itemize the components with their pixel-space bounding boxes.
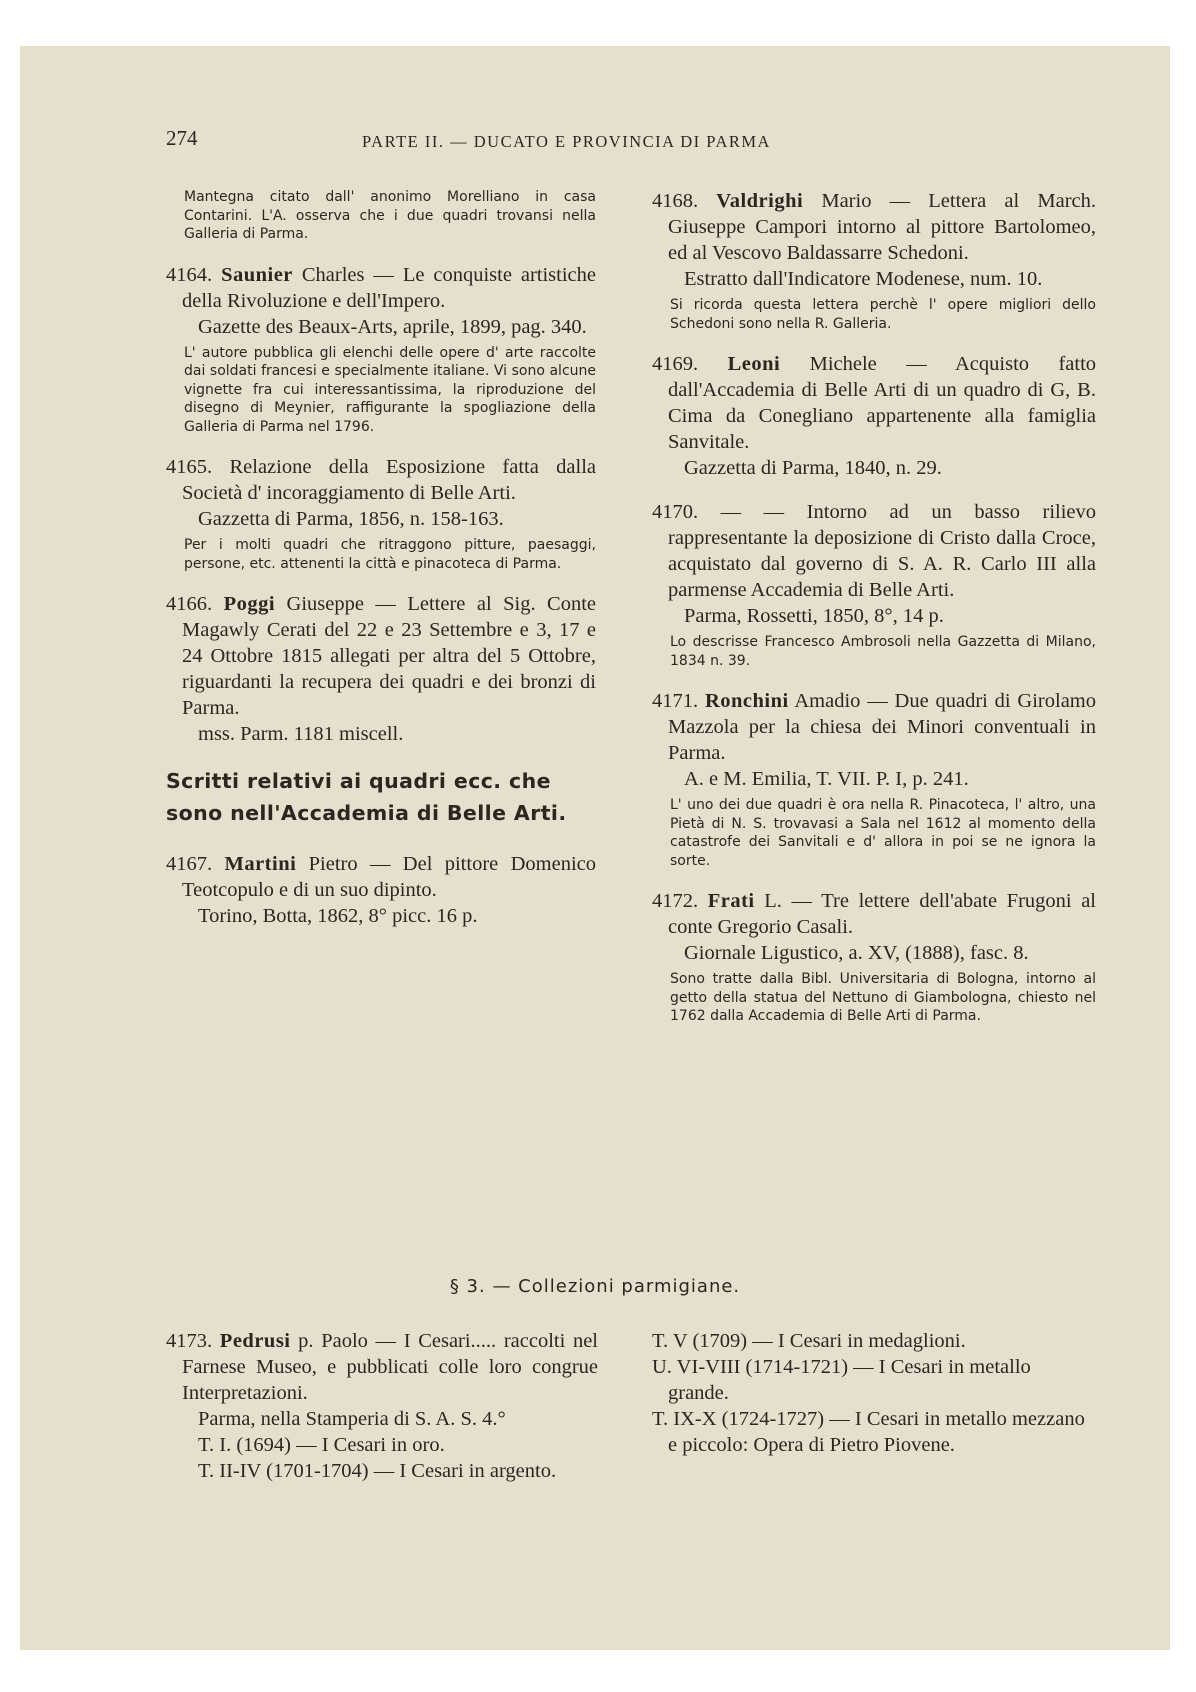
right-column [652,188,1096,1044]
entry-line: U. VI-VIII (1714-1721) — I Cesari in metallo grande. [652,1356,1031,1404]
entry-number: 4165. [166,456,213,478]
entry-title: Amadio — Due quadri di Girolamo Mazzola per la chiesa dei Minori conventuali in Parma. [668,690,1096,764]
running-title: PARTE II. — DUCATO E PROVINCIA DI PARMA [362,132,771,151]
entry-title: Michele — Acquisto fatto dall'Accademia di Belle Arti di un quadro di G, B. Cima da Conegliano appartenente alla famiglia Sanvitale. [668,353,1097,453]
bottom-left-column [166,1328,598,1484]
entry-heading [166,851,596,903]
entry-line: T. V (1709) — I Cesari in medaglioni. [652,1330,966,1352]
entry-note: Si ricorda questa lettera perchè l' opere migliori dello Schedoni sono nella R. Galleria. [670,297,1096,332]
entry-heading [652,688,1096,766]
entry-line: T. II-IV (1701-1704) — I Cesari in argento. [198,1460,557,1482]
entry-4168 [652,188,1096,333]
entry-source: Giornale Ligustico, a. XV, (1888), fasc. 8. [684,942,1029,964]
entry-line: T. I. (1694) — I Cesari in oro. [198,1434,445,1456]
entry-title: Relazione della Esposizione fatta dalla Società d' incoraggiamento di Belle Arti. [182,456,596,504]
entry-4169 [652,351,1096,481]
entry-author: Pedrusi [219,1330,291,1352]
entry-4164 [166,262,596,437]
entry-number: 4167. [166,853,213,875]
entry-note: L' autore pubblica gli elenchi delle opere d' arte raccolte dai soldati francesi e specialmente italiane. Vi sono alcune vignette fra cui interessantissima, la riproduzione del disegno di Meynier, raffigurante la spogliazione della Galleria di Parma nel 1796. [184,344,596,435]
entry-number: 4172. [652,890,699,912]
entry-title: Giuseppe — Lettere al Sig. Conte Magawly Cerati del 22 e 23 Settembre e 3, 17 e 24 Ottobre 1815 allegati per altra del 5 Ottobre, riguardanti la recupera dei quadri e dei bronzi di Parma. [182,593,597,719]
entry-note: Per i molti quadri che ritraggono pitture, paesaggi, persone, etc. attenenti la città e pinacoteca di Parma. [184,537,596,572]
entry-title: — — Intorno ad un basso rilievo rappresentante la deposizione di Cristo dalla Croce, acquistato dal governo di S. A. R. Carlo III alla parmense Accademia di Belle Arti. [668,501,1096,601]
entry-source: Torino, Botta, 1862, 8° picc. 16 p. [198,905,478,927]
entry-author: Frati [707,890,755,912]
entry-note: L' uno dei due quadri è ora nella R. Pinacoteca, l' altro, una Pietà di N. S. trovavasi a Sala nel 1612 al momento della catastrofe dei Sanvitali e d' allora in poi se ne ignora la sorte. [670,797,1096,869]
entry-line: Parma, nella Stamperia di S. A. S. 4.° [198,1408,506,1430]
entry-number: 4168. [652,190,699,212]
entry-note: Lo descrisse Francesco Ambrosoli nella Gazzetta di Milano, 1834 n. 39. [670,634,1096,669]
entry-heading [166,262,596,314]
entry-author: Valdrighi [716,190,804,212]
entry-author: Ronchini [704,690,789,712]
entry-number: 4164. [166,263,213,286]
entry-source: Gazzetta di Parma, 1856, n. 158-163. [198,508,504,530]
entry-heading [166,591,596,721]
entry-heading [166,454,596,506]
entry-source: A. e M. Emilia, T. VII. P. I, p. 241. [684,768,969,790]
entry-number: 4169. [652,353,699,375]
section-title: § 3. — Collezioni parmigiane. [449,1276,741,1297]
entry-number: 4170. [652,501,699,523]
section-heading: Scritti relativi ai quadri ecc. che sono nell'Accademia di Belle Arti. [166,769,567,825]
entry-source: Parma, Rossetti, 1850, 8°, 14 p. [684,605,944,627]
entry-line: T. IX-X (1724-1727) — I Cesari in metallo mezzano e piccolo: Opera di Pietro Piovene. [652,1408,1085,1456]
entry-4171 [652,688,1096,870]
entry-note: Sono tratte dalla Bibl. Universitaria di Bologna, intorno al getto della statua del Nettuno di Giambologna, chiesto nel 1762 dalla Accademia di Belle Arti di Parma. [670,971,1096,1024]
entry-heading [166,1328,598,1406]
entry-source: Estratto dall'Indicatore Modenese, num. 10. [684,268,1043,290]
entry-source: Gazzetta di Parma, 1840, n. 29. [684,457,942,479]
entry-heading [652,188,1096,266]
entry-4165 [166,454,596,573]
bottom-right-column [652,1328,1096,1458]
entry-title: Mario — Lettera al March. Giuseppe Campori intorno al pittore Bartolomeo, ed al Vescovo Baldassarre Schedoni. [668,190,1097,264]
entry-title: p. Paolo — I Cesari..... raccolti nel Farnese Museo, e pubblicati colle loro congrue Interpretazioni. [182,1330,599,1404]
entry-number: 4171. [652,690,699,712]
entry-heading [652,499,1096,603]
entry-source: Gazette des Beaux-Arts, aprile, 1899, pag. 340. [198,315,587,338]
entry-4167 [166,851,596,929]
entry-source: mss. Parm. 1181 miscell. [198,723,404,745]
entry-4170 [652,499,1096,670]
entry-4166 [166,591,596,747]
continuation-note: Mantegna citato dall' anonimo Morelliano in casa Contarini. L'A. osserva che i due quadri trovansi nella Galleria di Parma. [184,189,596,242]
entry-title: L. — Tre lettere dell'abate Frugoni al conte Gregorio Casali. [668,890,1096,938]
entry-title: Pietro — Del pittore Domenico Teotcopulo e di un suo dipinto. [182,853,596,901]
entry-author: Poggi [223,593,276,615]
entry-author: Martini [224,853,297,875]
left-column [166,188,596,947]
entry-number: 4173. [166,1330,213,1352]
entry-heading [652,888,1096,940]
entry-number: 4166. [166,593,213,615]
entry-4172 [652,888,1096,1026]
entry-title: Charles — Le conquiste artistiche della Rivoluzione e dell'Impero. [182,263,596,312]
entry-author: Saunier [221,263,293,286]
page-number: 274 [166,126,198,150]
entry-author: Leoni [727,353,781,375]
book-page [20,46,1170,1650]
entry-heading [652,351,1096,455]
